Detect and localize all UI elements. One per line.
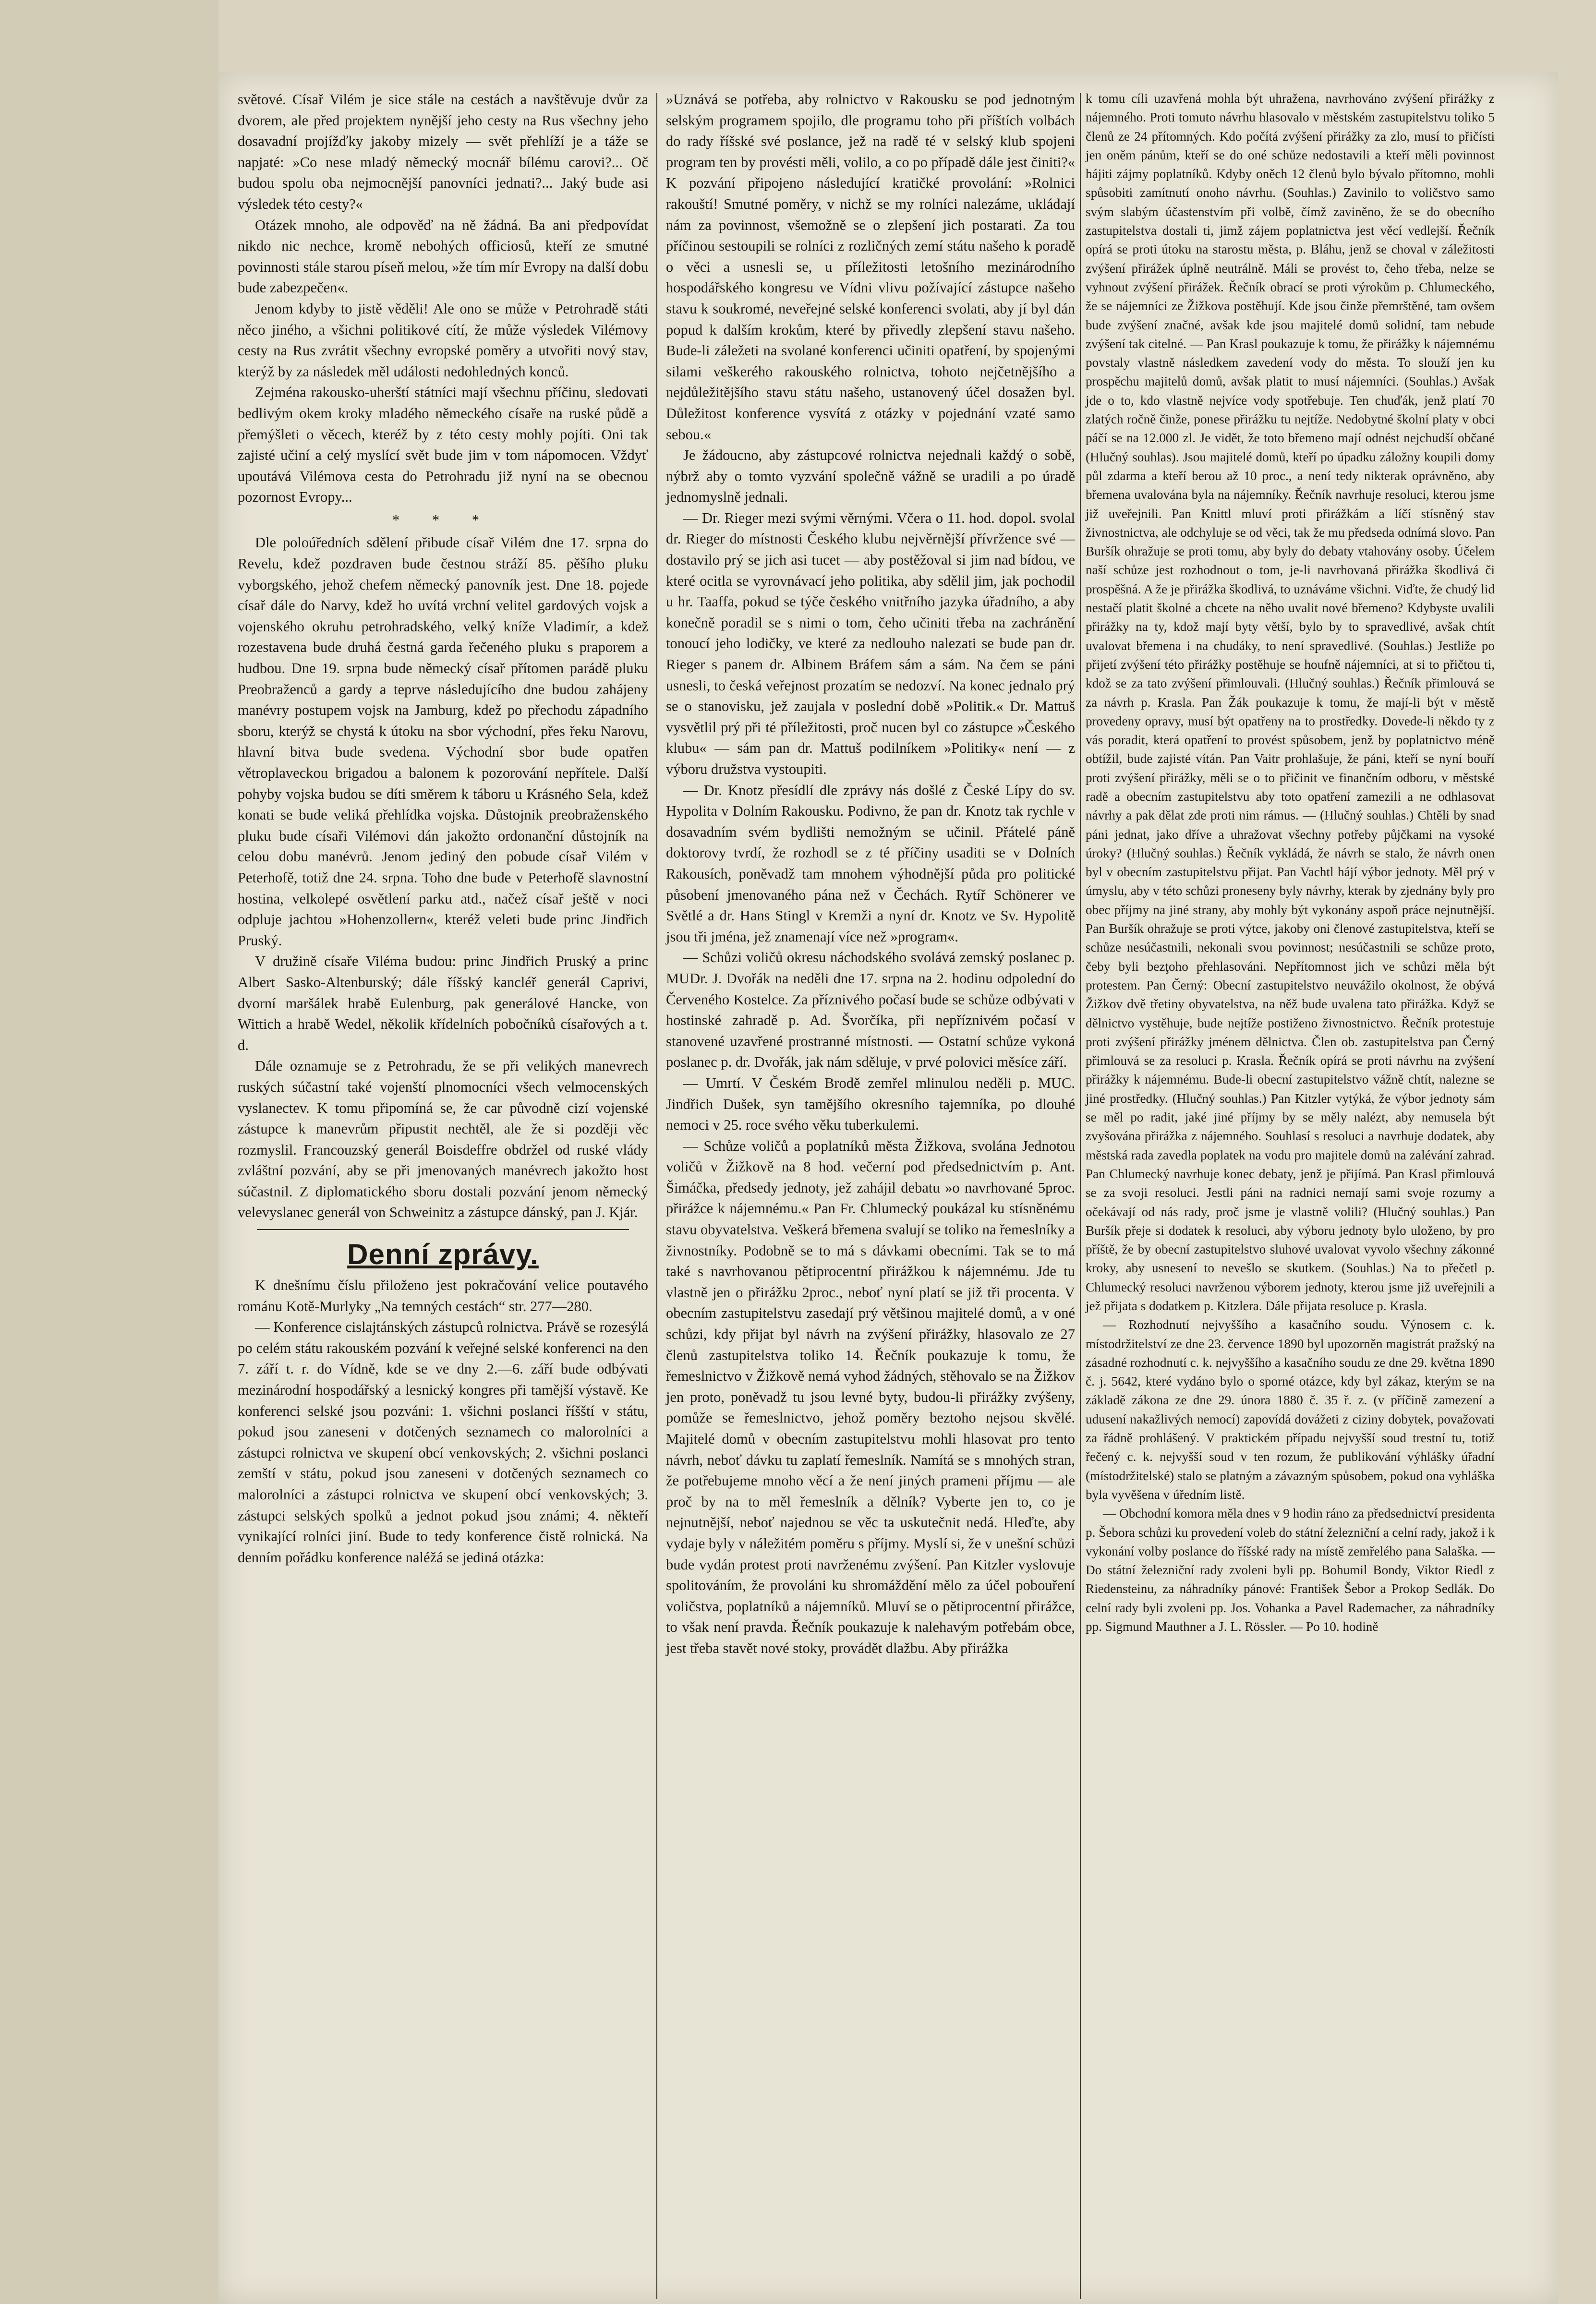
article-paragraph: k tomu cíli uzavřená mohla být uhražena, navrhováno zvýšení přirážky z nájemného. Proti tomuto návrhu hlasovalo v městském zastupitelstvu toliko 5 členů ze 24 přítomných. Kdo počítá zvýšení přirážky za zlo, musí to přičísti jen oněm pánům, kteří se do oné schůze nedostavili a kteří měli povinnost hájiti zájmy poplatníků. Kdyby oněch 12 členů bylo bývalo přítomno, mohli spůsobiti zamítnutí onoho návrhu. (Souhlas.) Zavinilo to voličstvo samo svým slabým účastenstvím při volbě, čímž zaviněno, že se do obecního zastupitelstva dostali ti, jimž zájem poplatnictva jest věcí vedlejší. Řečník opírá se proti útoku na starostu města, p. Bláhu, jenž se choval v záležitosti zvýšení přirážek úplně neutrálně. Máli se provést to, čeho třeba, nelze se vyhnout zvýšení přirážek. Řečník obrací se proti výrokům p. Chlumeckého, že se nájemníci ze Žižkova postěhují. Kde jsou činže přemrštěné, tam ovšem bude zvýšení značné, avšak kde jsou majitelé domů solidní, tam nebude zvýšení tak citelné. — Pan Krasl poukazuje k tomu, že přirážky k nájemnému povstaly vlastně následkem zavedení vody do města. To slouží jen ku prospěchu majitelů domů, avšak platit to musí nájemníci. (Souhlas.) Avšak jde o to, kdo vlastně nejvíce vody spotřebuje. Ten chuďák, jenž platí 70 zlatých ročně činže, ponese přirážku tu nejtíže. Nedobytné školní platy v obci páčí se na 12.000 zl. Je vidět, že toto břemeno mají odnést nejchudší občané (Hlučný souhlas). Jsou majitelé domů, kteří po úpadku záložny koupili domy půl zdarma a kteří berou až 10 proc., a není tedy nikterak oprávněno, aby břemena uvalována byla na nájemníky. Řečník navrhuje resoluci, kterou jsme již uveřejnili. Pan Knittl mluví proti přirážkám a líčí stísněný stav živnostnictva, ale odchyluje se od věci, tak že mu předseda odnímá slovo. Pan Buršík ohražuje se proti tomu, aby byly do debaty vtahovány osoby. Účelem naší schůze jest rozhodnout o tom, je-li navrhovaná přirážka škodlivá či prospěšná. A že je přirážka škodlivá, to uznáváme všichni. Viďte, že chudý lid nestačí platit školné a chcete na něho uvalit nové břemeno? Kdybyste uvalili přirážky na ty, kdož mají byty větší, bylo by to spravedlivé, avšak chtít uvalovat břemena i na chudáky, to není spravedlivé. (Souhlas.) Jestliže po přijetí zvýšení této přirážky postěhuje se houfně nájemníci, at si to přičtou ti, kdož se za tato zvýšení přimlouvali. (Hlučný souhlas.) Řečník přimlouvá se za návrh p. Krasla. Pan Žák poukazuje k tomu, že mají-li být v městě provedeny opravy, musí být opatřeny na to prostředky. Dovede-li někdo ty z vás poradit, která opatření to provést spůsobem, jenž by poplatnictvo méně obtížil, bude zajisté vítán. Pan Vaitr prohlašuje, že páni, kteří se nyní bouří proti zvýšení přirážky, měli se o to přičinit ve finančním odboru, v městské radě a obecním zastupitelstvu aby toto opatření zamezili a ne odhlasovat návrhy a pak dělat zde proti nim rámus. — (Hlučný souhlas.) Chtěli by snad páni jednat, jako dříve a uhražovat všechny potřeby půjčkami na vysoké úroky? (Hlučný souhlas.) Řečník vykládá, že návrh se stalo, že návrh onen byl v obecním zastupitelstvu přijat. Pan Vachtl hájí výbor jednoty. Měl prý v úmyslu, aby v této schůzi proneseny byly návrhy, kterak by zjednány byly pro obec příjmy na jiné strany, aby mohly být vykonány aspoň práce nejnutnější. Pan Buršík ohražuje se proti výtce, jakoby oni členové zastupitelstva, kteří se schůze nesúčastnili, nekonali svou povinnost; nesúčastnili se schůze proto, čeby byli bezţoho přehlasováni. Nepřítomnost jich ve schůzi měla být protestem. Pan Černý: Obecní zastupitelstvo neuvážilo okolnost, že obývá Žižkov dvě třetiny obyvatelstva, na něž bude uvalena tato přirážka. Když se dělnictvo vystěhuje, bude nejtíže postiženo živnostnictvo. Řečník protestuje proti zvýšení přirážky jménem dělnictva. Člen ob. zastupitelstva pan Černý přimlouvá se za resoluci p. Krasla. Řečník opírá se proti návrhu na zvýšení přirážky k nájemnému. Bude-li obecní zastupitelstvo vážně chtít, nalezne se jiné prostředky. (Hlučný souhlas.) Pan Kitzler vytýká, že výbor jednoty sám se měl po radit, jaké jiné příjmy by se měly nalézt, aby nemusela být zvyšována přirážka z nájemného. Souhlasí s resoluci a navrhuje dodatek, aby městská rada zavedla poplatek na vodu pro majitele domů na zalévání zahrad. Pan Chlumecký navrhuje konec debaty, jenž je přijímá. Pan Krasl přimlouvá se za svoji resoluci. Jestli páni na radnici nemají sami svoje rozumy a očekávají od nás rady, proč jsme je vlastně volili? (Hlučný souhlas.) Pan Buršík přeje si dodatek k resoluci, aby výboru jednoty bylo uloženo, by pro příště, že by obecní zastupitelstvo sluhové uvalovat vyvolo všechny zákonné kroky, aby usnesení to nevešlo se skutkem. (Souhlas.) Na to přečetl p. Chlumecký resoluci navrženou výborem jednoty, kterou jsme již uveřejnili a jež přijata s dodatkem p. Kitzlera. Dále přijata resoluce p. Krasla. (1086, 91, 1495, 1313)
scan-margin (0, 0, 218, 2304)
column-rule (1080, 93, 1081, 2299)
article-paragraph: »Uznává se potřeba, aby rolnictvo v Rakousku se pod jednotným selským programem spojilo, dle programu toho při příštích volbách do rady říšské své poslance, jež na radě té v selský klub spojeni program ten by provésti měli, volilo, a co po případě dále jest činiti?« K pozvání připojeno následující kratičké provolání: »Rolnici rakouští! Smutné poměry, v nichž se my rolníci nalezáme, ukládají nám za povinnost, všemožně se o zlepšení jich postarati. Za tou příčinou sestoupili se rolníci z rozličných zemí státu našeho k poradě o věci a usnesli se, u příležitosti letošního mezinárodního hospodářského kongresu ve Vídni vlivu požívající zástupce našeho stavu k soukromé, neveřejné selské konferenci svolati, aby jí byl dán popud k dalším krokům, které by přivedly zlepšení stavu našeho. Bude-li záležeti na svolané konferenci učiniti opatření, by spojenými silami veškerého rakouského rolnictva, tohoto nejčetnějšího a nejdůležitějšího stavu státu našeho, ustanovený účel dosažen byl. Důležitost konference vysvítá z otázky v pojednání vzaté samo sebou.« (666, 91, 1075, 443)
column-rule (656, 93, 657, 2299)
scan-top-margin (218, 0, 1596, 72)
article-paragraph: Dle poloúředních sdělení přibude císař Vilém dne 17. srpna do Revelu, kdež pozdraven bude čestnou stráží 85. pěšího pluku vyborgského, jehož chefem německý panovník jest. Dne 18. pojede císař dále do Narvy, kdež ho uvítá vrchní velitel gardových vojsk a vojenského okruhu petrohradského, velký kníže Vladimír, a kdež rozestavena bude druhá čestná garda řečeného pluku s praporem a hudbou. Dne 19. srpna bude německý císař přítomen parádě pluku Preobraženců a gardy a teprve následujícího dne budou zahájeny manévry postupem vojsk na Jamburg, kdež po přechodu západního sboru, kterýž se chystá k útoku na sbor východní, přes řeku Narovu, hlavní bitva bude svedena. Východní sbor bude opatřen větroplaveckou brigadou a balonem k pozorování nepřítele. Další pohyby vojska budou se díti směrem k táboru u Krásného Sela, kdež konati se bude veliká přehlídka vojska. Důstojnik preobraženského pluku bude císaři Vilémovi dán jakožto ordonanční důstojník na celou dobu manévrů. Jenom jediný den pobude císař Vilém v Peterhofě, totiž dne 24. srpna. Toho dne bude v Peterhofě slavnostní hostina, velkolepé osvětlení parku atd., načež císař ještě v noci odpluje jachtou »Hohenzollern«, kteréž veleti bude princ Jindřich Pruský. (238, 534, 648, 949)
news-item: — Konference cislajtánských zástupců rolnictva. Právě se rozesýlá po celém státu rakouském pozvání k veřejné selské konferenci na den 7. září t. r. do Vídně, kde se ve dny 2.—6. září bude odbývati mezinárodní hospodářský a lesnický kongres při tamější výstavě. Ke konferenci selské jsou pozváni: 1. všichni poslanci říšští v státu, pokud jsou zaneseni v dotčených seznamech co malorolníci a zástupci rolnictva ve skupení obcí venkovských; 2. všichni poslanci zemští v státu, pokud jsou zaneseni v dotčených seznamech co malorolníci a zástupci rolnictva ve skupení obcí venkovských; 3. zástupci selských spolků a jednot pokud jsou známi; 4. někteří vynikající rolníci jiní. Bude to tedy konference čistě rolnická. Na denním pořádku konference naléžá se jediná otázka: (238, 1319, 648, 1566)
column-1 (238, 89, 648, 2290)
article-paragraph: Zejména rakousko-uherští státníci mají všechnu příčinu, sledovati bedlivým okem kroky mladého německého císaře na ruské půdě a přemýšleti o věcech, kteréž by z této cesty mohly pojíti. Oni tak zajisté učiní a celý myslící svět bude jim v tom nápomocen. Vždyť upoutává Vilémova cesta do Petrohradu již nyní na se obecnou pozornost Evropy... (238, 384, 648, 506)
news-item: — Obchodní komora měla dnes v 9 hodin ráno za předsednictví presidenta p. Šebora schůzi ku provedení voleb do státní železniční a celní rady, jakož i k vykonání volby poslance do říšské rady na místě zemřelého pana Salaška. — Do státní železniční rady zvoleni byli pp. Bohumil Bondy, Viktor Riedl z Riedensteinu, za náhradníky pánové: František Šebor a Prokop Sedlák. Do celní rady byli zvoleni pp. Jos. Vohanka a Pavel Rademacher, za náhradníky pp. Sigmund Mauthner a J. L. Rössler. — Po 10. hodině (1086, 1506, 1495, 1634)
news-item: — Schůzi voličů okresu náchodského svolává zemský poslanec p. MUDr. J. Dvořák na neděli dne 17. srpna na 2. hodinu odpolední do Červeného Kostelce. Za příznivého počasí bude se schůze odbývati v hostinské zahradě p. Ad. Švorčíka, při nepříznivém počasí v stanovené uzavřené prostranné místnosti. — Ostatní schůze vykoná poslanec p. dr. Dvořák, jak nám sděluje, v prvé polovici měsíce září. (666, 949, 1075, 1071)
news-item: — Dr. Rieger mezi svými věrnými. Včera o 11. hod. dopol. svolal dr. Rieger do místnosti Českého klubu nejvěrnější přívržence své — dostavilo prý se jich asi tucet — aby postěžoval si jim nad bídou, ve které ocitla se vyrovnávací jeho politika, aby sdělil jim, jak pochodil u hr. Taaffa, pokud se týče českého vnitřního jazyka úřadního, a aby konečně poradil se s nimi o tom, čeho učiniti třeba na zachránění tonoucí jeho lodičky, ve které za nedlouho nalezati se bude pan dr. Rieger s panem dr. Albinem Bráfem sám a sám. Na čem se páni usnesli, to česká veřejnost prozatím se nedozví. Na konec jednalo prý se o stanovisku, jež zaujala v poslední době »Politik.« Dr. Mattuš vysvětlil prý při té příležitosti, proč nucen byl co zástupce »Českého klubu« — sám pan dr. Mattuš podilníkem »Politiky« není — z výboru družstva vystoupiti. (666, 509, 1075, 777)
news-item: — Schůze voličů a poplatníků města Žižkova, svolána Jednotou voličů v Žižkově na 8 hod. večerní pod předsednictvím p. Ant. Šimáčka, předsedy jednoty, jež zahájil debatu »o navrhované 5proc. přirážce k nájemnému.« Pan Fr. Chlumecký poukázal ku stísněnému stavu obyvatelstva. Veškerá břemena svalují se toliko na řemeslníky a živnostníky. Podobně se to má s dávkami obecními. Tak se to má také s navrhovanou pětiprocentní přirážkou k nájemnému. Jde tu vlastně jen o přirážku 2proc., neboť nyní platí se již tři procenta. V obecním zastupitelstvu zasedají prý většinou majitelé domů, a v oné schůzi, kdy přijat byl návrh na zvýšení přirážky, hlasovalo ze 27 členů zastupitelstva toliko 14. Řečník poukazuje k tomu, že řemeslnictvo v Žižkově nemá vyhod žádných, stěhovalo se na Žižkov jen proto, poněvadž tu jsou levné byty, budou-li přirážky zvýšeny, pomůže se řemeslnictvo, jehož poměry beztoho nejsou skvělé. Majitelé domů v obecním zastupitelstvu mohli hlasovat pro tento návrh, neboť dávku tu zaplatí řemeslník. Namítá se s mnohých stran, že potřebujeme mnoho věcí a že není jiných prameni příjmu — ale proč by na to měl řemeslník a dělník? Vyberte jen to, co je nejnutnější, neboť najednou se věc ta uskutečnit nedá. Hleďte, aby vydaje byly v náležitém poměru s příjmy. Myslí si, že v unešní schůzi bude vydán protest proti navrženému zvýšení. Pan Kitzler vyslovuje spolitováním, že provoláni ku shromáždění mělo za účel pobouření voličstva, poplatníků a nájemníků. Mluví se o pětiprocentní přirážce, to však není pravda. Řečník poukazuje k nalehavým potřebám obce, jest třeba stavět nové stoky, provádět dlažbu. Aby přirážka (666, 1137, 1075, 1656)
horizontal-rule (257, 1229, 629, 1230)
news-item: — Dr. Knotz přesídlí dle zprávy nás došlé z České Lípy do sv. Hypolita v Dolním Rakousku. Podivno, že pan dr. Knotz tak rychle v dosavadním svém bydlišti nemožným se učinil. Přátelé páně doktorovy tvrdí, že rozhodl se z té příčiny usaditi se v Dolních Rakousích, poněvadž tam mnohem výhodnější půda pro politické působení jmenovaného pána než v Čechách. Rytíř Schönerer ve Světlé a dr. Hans Stingl v Kremži a nyní dr. Knotz ve Sv. Hypolitě jsou tři jména, jež znamenají více než »program«. (666, 782, 1075, 945)
news-item: K dnešnímu číslu přiloženo jest pokračování velice poutavého románu Kotě-Murlyky „Na temných cestách“ str. 277—280. (238, 1277, 648, 1315)
column-2 (666, 89, 1075, 2290)
article-paragraph: V družině císaře Viléma budou: princ Jindřich Pruský a princ Albert Sasko-Altenburský; dále říšský kancléř generál Caprivi, dvorní maršálek hrabě Eulenburg, pak generálové Hancke, von Wittich a hrabě Wedel, několik křídelních pobočníků císařových a t. d. (238, 953, 648, 1053)
column-3 (1086, 89, 1495, 2290)
article-paragraph: světové. Císař Vilém je sice stále na cestách a navštěvuje dvůr za dvorem, ale před projektem nynější jeho cesty na Rus všechny jeho dosavadní projížďky jakoby mizely — svět přehlíží je a táže se napjaté: »Co nese mladý německý mocnář bílému carovi?... Oč budou spolu oba nejmocnější panovníci jednati?... Jaký bude asi výsledek této cesty?« (238, 91, 648, 212)
article-paragraph: Dále oznamuje se z Petrohradu, že se při velikých manevrech ruských súčastní také vojenští plnomocníci všech velmocenských vyslanectev. K tomu připomíná se, že car původně cizí vojenské zástupce k manevrům připustit nechtěl, ale že si později věc rozmyslil. Francouzský generál Boisdeffre obdržel od ruské vlády zvláštní pozvání, aby se při jmenovaných manévrech jakožto host súčastnil. Z diplomatického sboru dostali pozvání jenom německý velevyslanec generál von Schweinitz a zástupce dánský, pan J. Kjár. (238, 1058, 648, 1221)
news-item: — Umrtí. V Českém Brodě zemřel mlinulou neděli p. MUC. Jindřich Dušek, syn tamějšího okresního tajemníka, po dlouhé nemoci v 25. roce svého věku tuberkulemi. (666, 1074, 1075, 1134)
newspaper-page (218, 72, 1558, 2304)
article-paragraph: Je žádoucno, aby zástupcové rolnictva nejednali každý o sobě, nýbrž aby o tomto vyzvání společně vážně se uradili a po úradě jednomyslně jednali. (666, 447, 1075, 506)
article-paragraph: Jenom kdyby to jistě věděli! Ale ono se může v Petrohradě státi něco jiného, a všichni politikové cítí, že může výsledek Vilémovy cesty na Rus zvrátit všechny evropské poměry a utvořiti nový stav, kterýž by za následek měl události nedohledných konců. (238, 300, 648, 380)
section-separator-stars: * * * (392, 511, 494, 528)
article-paragraph: Otázek mnoho, ale odpověď na ně žádná. Ba ani předpovídat nikdo nic nechce, kromě nebohých officiosů, kteří ze smutné povinnosti stále starou píseň melou, »že tím mír Evropy na další dobu bude zabezpečen«. (238, 217, 648, 296)
news-item: — Rozhodnutí nejvyššího a kasačního soudu. Výnosem c. k. místodržitelství ze dne 23. července 1890 byl upozorněn magistrát pražský na zásadné rozhodnutí c. k. nejvyššího a kasačního soudu ze dne 29. května 1890 č. j. 5642, které vydáno bylo o sporné otázce, kdy byl zákaz, kterým se na základě zákona ze dne 29. února 1880 č. 35 ř. z. (v příčině zamezení a udusení nakažlivých nemocí) zapovídá dovážeti z ciziny dobytek, považovati za řádně prohlášený. V praktickém případu nejvyšší soud trestní tu, totiž řečený c. k. nejvyšší soud v ten rozum, že publikování výhlášky úřadní (místodržitelské) stalo se platným a závazným spůsobem, pokud ona vyhláška byla vyvěšena v úředním listě. (1086, 1317, 1495, 1502)
section-heading: Denní zprávy. (347, 1238, 539, 1271)
